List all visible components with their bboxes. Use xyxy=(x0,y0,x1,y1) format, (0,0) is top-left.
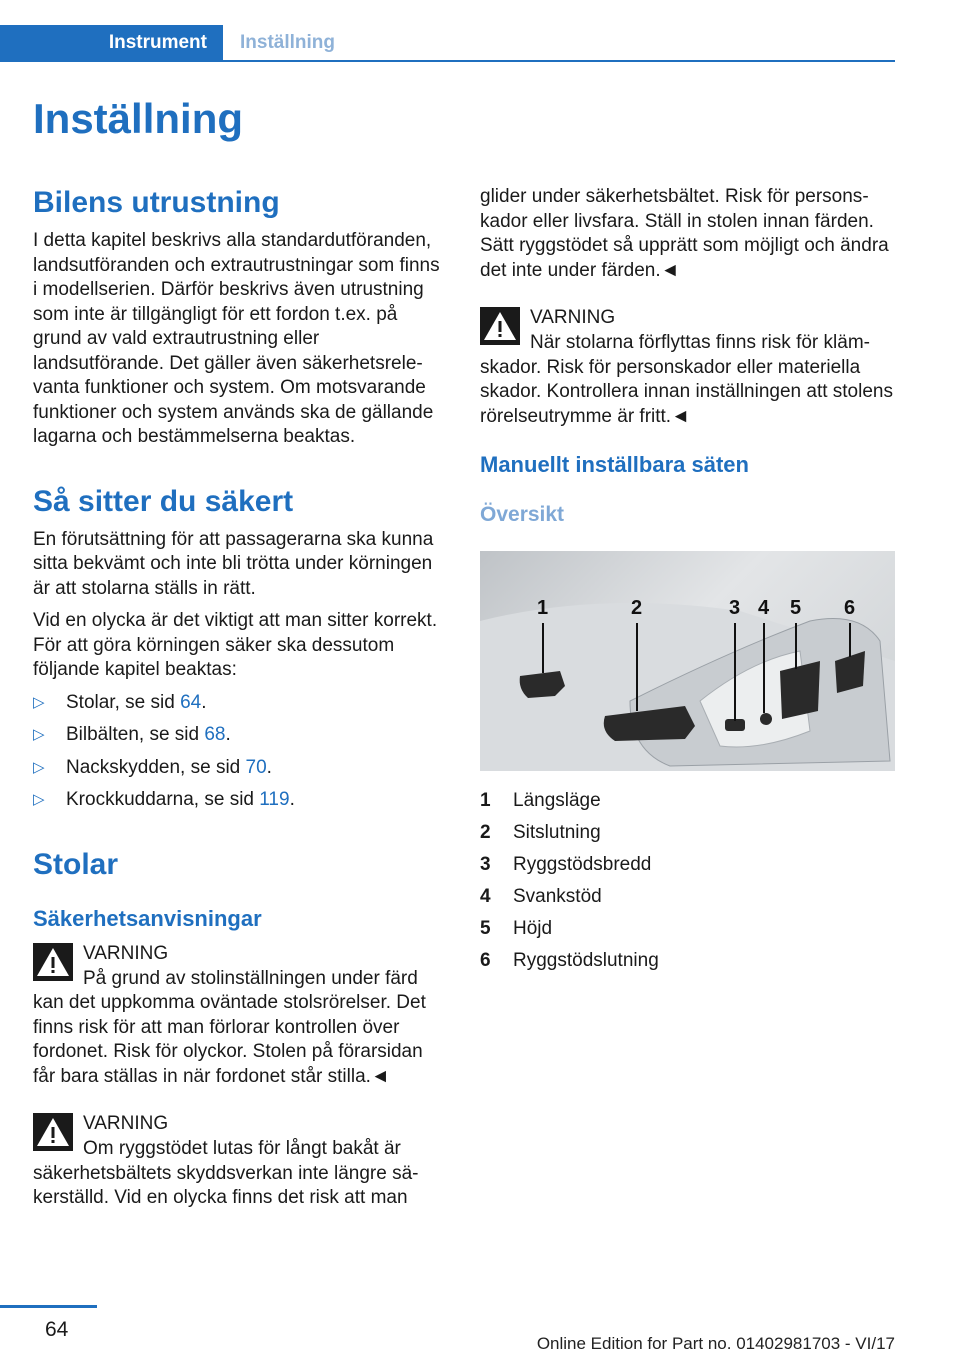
legend-item: 1 Längsläge xyxy=(480,790,601,811)
callout-6: 6 xyxy=(844,597,856,619)
triangle-right-icon: ▷ xyxy=(33,791,45,808)
heading-overview: Översikt xyxy=(480,503,565,526)
safe-para-2: Vid en olycka är det viktigt att man sitter korrekt. För att göra körningen säker ska dessutom följande kapitel beaktas: xyxy=(33,610,438,680)
legend-item: 3 Ryggstödsbredd xyxy=(480,854,652,875)
seat-controls-figure xyxy=(480,551,895,771)
page-title: Inställning xyxy=(33,95,243,142)
page-link[interactable]: 119 xyxy=(259,789,290,810)
warning-text: Om ryggstödet lutas för långt bakåt är säkerhetsbältets skyddsverkan inte längre säkerställd. Vid en olycka finns det risk att man xyxy=(33,1138,419,1208)
page-number: 64 xyxy=(45,1318,69,1341)
warning-block xyxy=(480,305,895,429)
tab-instrument[interactable]: Instrument xyxy=(0,25,223,60)
callout-5: 5 xyxy=(790,597,802,619)
warning-block xyxy=(33,1111,448,1211)
triangle-right-icon: ▷ xyxy=(33,726,45,743)
legend-item: 4 Svankstöd xyxy=(480,886,602,907)
legend-item: 5 Höjd xyxy=(480,918,553,939)
heading-safe-seating: Så sitter du säkert xyxy=(33,484,294,518)
list-item: ▷ Bilbälten, se sid 68. xyxy=(33,723,448,748)
page-link[interactable]: 68 xyxy=(204,724,226,745)
legend-item: 2 Sitslutning xyxy=(480,822,601,843)
edition-note: Online Edition for Part no. 01402981703 - VI/17 xyxy=(536,1334,895,1353)
heading-manual-seats: Manuellt inställbara säten xyxy=(480,452,749,477)
warning-label: VARNING xyxy=(83,1113,169,1134)
heading-equipment: Bilens utrustning xyxy=(33,186,280,219)
list-item: ▷ Krockkuddarna, se sid 119. xyxy=(33,788,448,813)
callout-3: 3 xyxy=(729,597,741,619)
header-tabbar xyxy=(0,25,895,62)
heading-seats: Stolar xyxy=(33,847,119,881)
safe-para-1: En förutsättning för att passagerarna ska kunna sitta bekvämt och inte bli trötta under körningen är att stolarna ställs in rätt. xyxy=(33,528,434,599)
footer-rule xyxy=(0,1305,97,1308)
page-link[interactable]: 64 xyxy=(180,691,202,713)
list-item: ▷ Nackskydden, se sid 70. xyxy=(33,756,448,781)
list-item: ▷ Stolar, se sid 64. xyxy=(33,691,448,716)
figure-legend xyxy=(480,785,895,977)
left-column xyxy=(33,185,448,1211)
warning-text: När stolarna förflyttas finns risk för klämskador. Risk för personskador eller materiella skador. Kontrollera innan inställningen att stolens rörelseutrymme är fritt.◄ xyxy=(480,332,893,427)
equipment-body: I detta kapitel beskrivs alla standardutföranden, landsutföranden och extrautrustningar som finns i modellserien. Därför beskrivs även utrustning som inte är tillgängligt för ett fordon t.ex. på grund av vald extrautrustning eller landsutförande. Det gäller även säkerhetsrelevanta funktioner och system. Om motsvarande funktioner och system används ska de gällande lagarna och bestämmelserna beaktas. xyxy=(33,230,440,447)
heading-safety-notes: Säkerhetsanvisningar xyxy=(33,905,262,931)
callout-4: 4 xyxy=(758,597,770,619)
callout-2: 2 xyxy=(631,597,643,619)
warning-text: På grund av stolinställningen under färd kan det uppkomma oväntade stolsrörelser. Det finns risk för att man förlorar kontrollen över fordonet. Risk för olyckor. Stolen på förarsidan får bara ställas in när fordonet står stilla.◄ xyxy=(33,967,426,1087)
seat-illustration xyxy=(480,551,895,771)
warning-label: VARNING xyxy=(83,942,169,964)
warning-triangle-icon xyxy=(33,1113,73,1151)
right-column xyxy=(480,185,895,977)
triangle-right-icon: ▷ xyxy=(33,693,45,711)
warning-text-continued: glider under säkerhetsbältet. Risk för personskador eller livsfara. Ställ in stolen innan färden. Sätt ryggstödet så upprätt som möjligt och ändra det inte under färden.◄ xyxy=(480,186,889,281)
chapter-list xyxy=(33,691,448,813)
warning-label: VARNING xyxy=(530,307,616,328)
legend-item: 6 Ryggstödslutning xyxy=(480,950,659,971)
page-link[interactable]: 70 xyxy=(245,756,267,778)
warning-triangle-icon xyxy=(33,943,73,981)
warning-block xyxy=(33,941,448,1090)
callout-1: 1 xyxy=(537,597,549,619)
warning-triangle-icon xyxy=(480,307,520,345)
tab-installning[interactable]: Inställning xyxy=(240,32,335,53)
triangle-right-icon: ▷ xyxy=(33,758,45,776)
